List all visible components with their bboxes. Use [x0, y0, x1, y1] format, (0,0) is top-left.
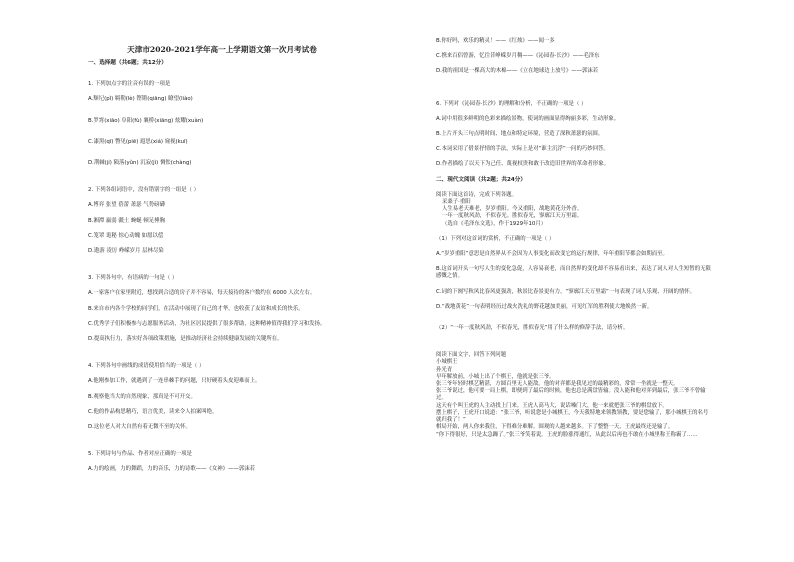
- r1q1-option-c: C.词的下阕写秋风比春风更强劲，秋景比春景更有力，“寥廓江天万里霜”一句表现了词人乐观、开阔的情怀。: [436, 288, 696, 295]
- question-4: 4. 下列各句中画线的成语使用恰当的一项是（ ）: [88, 363, 205, 370]
- q3-option-b: B.来自市内各个学校的同学们，在活动中展现了自己的才华，也收获了友谊和成长的快乐。: [88, 305, 304, 312]
- q6-option-b: B.上片开头三句点明时间、地点和特定环境，营造了深秋萧瑟的氛围。: [436, 131, 604, 138]
- right-column: [436, 38, 712, 439]
- q6-option-a: A.词中用很多鲜明的色彩来描绘景物，使词的画面显得绚丽多彩，生动形象。: [436, 115, 620, 122]
- story-author: 孙光青: [436, 366, 453, 373]
- q3-option-d: D.提高执行力，落实好各项政策措施，是推动经济社会持续健康发展的关键所在。: [88, 336, 283, 343]
- q1-option-d: D.荆棘(jí) 陨落(yǔn) 沉寂(jì) 惆怅(chàng): [88, 160, 192, 167]
- q2-option-b: B.湘潭 羸弱 疆土 蜿蜒 顿足捶胸: [88, 217, 165, 224]
- story-para-1: 早年解放前，小城上出了个棋王，他就是张三爷。: [436, 373, 555, 380]
- q2-option-c: C.笼罩 诡秘 惊心动魄 如愿以偿: [88, 232, 164, 239]
- q3-option-c: C.优秀学子们积极参与志愿服务活动，为社区居民提供了很多帮助，这种精神值得我们学习和发扬。: [88, 320, 326, 327]
- page-title: 天津市2020-2021学年高一上学期语文第一次月考试卷: [127, 45, 317, 54]
- q5-option-b: B.你好吗，欢乐的精灵！——《红烛》——闻一多: [436, 38, 555, 44]
- question-2: 2. 下列各组词语中，没有错别字的一组是（ ）: [88, 187, 199, 194]
- poem-title: 采桑子·重阳: [442, 199, 471, 206]
- q4-option-b: B.观察他当大的自然现象，那真是不可开交。: [88, 393, 196, 400]
- story-para-3: 张三爷说过，他可要一局上棋，即便到了最后的时候，他也总是满盘皆输。没人能和他对弈到最后，张三爷不曾输过。: [436, 388, 706, 402]
- q3-option-a: A.一家客户在家里附近，想找到合适的房子并不容易，每天接待的客户数约在 6000 人次左右。: [88, 290, 316, 297]
- q1-option-a: A.颓圮(pǐ) 羁勒(lè) 铿锵(qiāng) 瞭望(liào): [88, 96, 193, 103]
- q4-option-a: A.他刚参加工作，就遇到了一连串棘手的问题，只好硬着头皮迎难而上。: [88, 378, 261, 385]
- q2-option-d: D.遨游 凌厉 峥嵘岁月 层林尽染: [88, 248, 164, 255]
- story-para-4: 这天有个叫王虎的人主动找上门来。王虎人高马大，说话嗓门大，他一来就把张三爷的棋盘放下。: [436, 402, 668, 409]
- question-5: 5. 下列诗句与作品、作者对应正确的一项是: [88, 451, 192, 458]
- q5-option-a: A.力的绘画，力的舞蹈，力的音乐，力的诗歌——《女神》——郭沫若: [88, 466, 256, 473]
- left-column: [88, 60, 356, 474]
- reading1-question-2: （2）“一年一度秋风劲，不似春光，胜似春光”用了什么样的修辞手法，请分析。: [436, 325, 629, 332]
- reading2-intro: 阅读下面文字，回答下列问题: [436, 352, 507, 359]
- reading1-question-1: （1）下列对这首词的赏析，不正确的一项是（ ）: [436, 235, 555, 242]
- poem-line-2: 一年一度秋风劲，不似春光。胜似春光，寥廓江天万里霜。: [442, 213, 583, 220]
- story-para-6: 棋局开始，两人你来我往，下得难分难解。围观的人越来越多。下了整整一天，王虎最终还是输了。: [436, 424, 674, 431]
- r1q1-option-d: D.“战地黄花”一句表明经历过战火洗礼的野花越加美丽，可见红军的胜利使大地焕然一新。: [436, 303, 653, 310]
- story-title: 小城棋王: [436, 359, 458, 366]
- poem-line-1: 人生易老天难老，岁岁重阳。今又重阳，战地黄花分外香。: [442, 206, 583, 213]
- q2-option-a: A.博弈 张望 蓓蕾 萧瑟 气势磅礴: [88, 202, 165, 209]
- reading1-intro: 阅读下面这首诗，完成下列各题。: [436, 191, 517, 198]
- story-para-7: “你下得很好，只是太急躁了。”张三爷笑着说。王虎的脸涨得通红，从此以后再也不敢在小城里称王称霸了……: [436, 431, 698, 438]
- q1-option-c: C.漆黑(qī) 瞥见(piē) 遐思(xiá) 窥视(kuī): [88, 138, 188, 145]
- story-para-5: 摆上棋子，王虎开口说道：“张三爷，听说您是小城棋王，今天我特地来领教领教，要是您输了，那小城棋王的名号就归我了！”: [436, 409, 709, 424]
- story-para-2: 张三爷年轻时棋艺精湛，方圆百里无人能敌。他的对弈都是我见过的最精彩的，常常一坐就是一整天。: [436, 381, 679, 388]
- q6-option-c: C.本词采用了借景抒情的手法，实际上是对“谁主沉浮”一问的巧妙回答。: [436, 146, 609, 153]
- q4-option-c: C.他的作品构思精巧，语言优美，读来令人拍案叫绝。: [88, 408, 218, 415]
- r1q1-option-a: A.“岁岁重阳”意思是自然界从不会因为人事变化而改变它的运行规律，年年重阳节都会如期而至。: [436, 251, 668, 258]
- q1-option-b: B.罗霄(xiāo) 阜阳(fù) 襄桥(xiāng) 炫耀(xuàn): [88, 117, 204, 124]
- q5-option-c: C.携来百侣曾游，忆往昔峥嵘岁月稠——《沁园春·长沙》——毛泽东: [436, 53, 600, 60]
- question-3: 3. 下列各句中，有语病的一句是（ ）: [88, 275, 178, 282]
- section-heading-reading: 二、现代文阅读（共2题；共24分）: [436, 176, 526, 183]
- question-1: 1. 下列加点字的注音有误的一项是: [88, 81, 171, 88]
- q6-option-d: D.作者描绘了以天下为己任、蔑视权贵和敢于改造旧世界的革命者形象。: [436, 161, 609, 168]
- q4-option-d: D.这位老人对大自然有着无微不至的关怀。: [88, 424, 191, 431]
- question-6: 6. 下列对《沁园春·长沙》的理解和分析，不正确的一项是（ ）: [436, 100, 587, 107]
- poem-source: （选自《毛泽东文选》，作于1929年10月）: [442, 220, 547, 227]
- q5-option-d: D.我的祖国是一棵高大的木棉——《立在地球边上放号》——郭沫若: [436, 68, 599, 75]
- r1q1-option-b: B.这首词开头一句写人生的变化急促，人容易衰老，而自然界的变化却不容易看出来，表达了词人对人生短暂的无限感慨之情。: [436, 266, 711, 280]
- section-heading-choice: 一、选择题（共6题；共12分）: [88, 60, 167, 66]
